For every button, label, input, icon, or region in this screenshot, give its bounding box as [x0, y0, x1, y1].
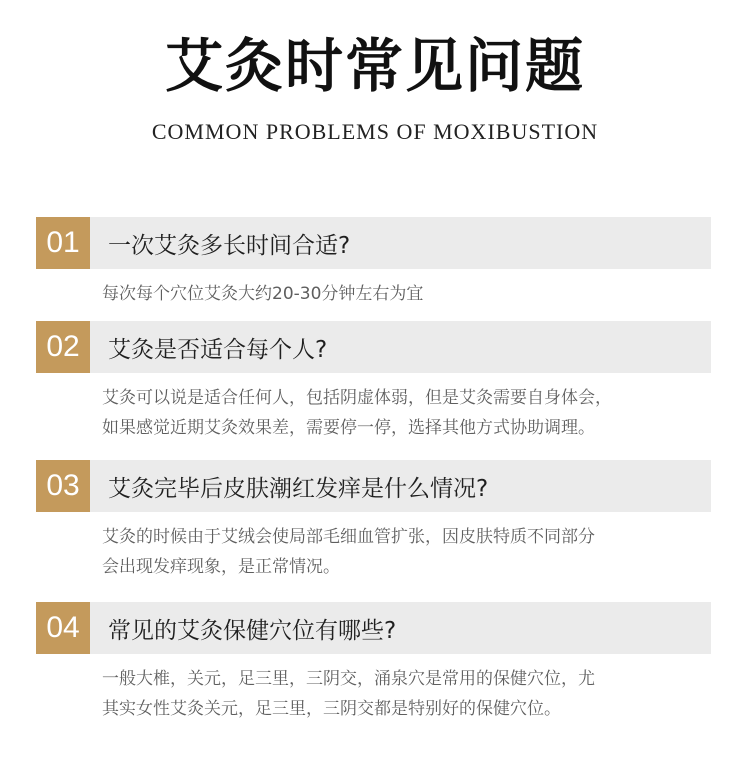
question-text: 一次艾灸多长时间合适? — [108, 232, 351, 259]
answer-line: 如果感觉近期艾灸效果差，需要停一停，选择其他方式协助调理。 — [102, 418, 595, 438]
faq-item-3 — [36, 460, 711, 582]
page-title: 艾灸时常见问题 — [164, 32, 585, 100]
answer-line: 艾灸的时候由于艾绒会使局部毛细血管扩张，因皮肤特质不同部分 — [102, 527, 595, 547]
question-bar — [36, 217, 711, 269]
question-number: 03 — [36, 460, 90, 512]
answer-line: 会出现发痒现象，是正常情况。 — [102, 557, 340, 577]
answer-text — [36, 269, 714, 309]
question-bar — [36, 321, 711, 373]
answer-text — [36, 373, 714, 443]
question-text: 艾灸是否适合每个人? — [108, 336, 328, 363]
answer-line: 每次每个穴位艾灸大约20-30分钟左右为宜 — [102, 284, 424, 304]
answer-line: 其实女性艾灸关元，足三里，三阴交都是特别好的保健穴位。 — [102, 699, 561, 719]
answer-text — [36, 654, 714, 724]
question-text: 常见的艾灸保健穴位有哪些? — [108, 617, 397, 644]
answer-line: 一般大椎，关元，足三里，三阴交，涌泉穴是常用的保健穴位，尤 — [102, 669, 595, 689]
question-bar — [36, 460, 711, 512]
question-number: 01 — [36, 217, 90, 269]
page-subtitle: COMMON PROBLEMS OF MOXIBUSTION — [151, 119, 599, 144]
question-number: 04 — [36, 602, 90, 654]
faq-item-2 — [36, 321, 711, 443]
answer-line: 艾灸可以说是适合任何人，包括阴虚体弱，但是艾灸需要自身体会， — [102, 388, 612, 408]
faq-item-1 — [36, 217, 711, 309]
question-bar — [36, 602, 711, 654]
answer-text — [36, 512, 714, 582]
question-text: 艾灸完毕后皮肤潮红发痒是什么情况? — [108, 475, 489, 502]
faq-item-4 — [36, 602, 711, 724]
question-number: 02 — [36, 321, 90, 373]
